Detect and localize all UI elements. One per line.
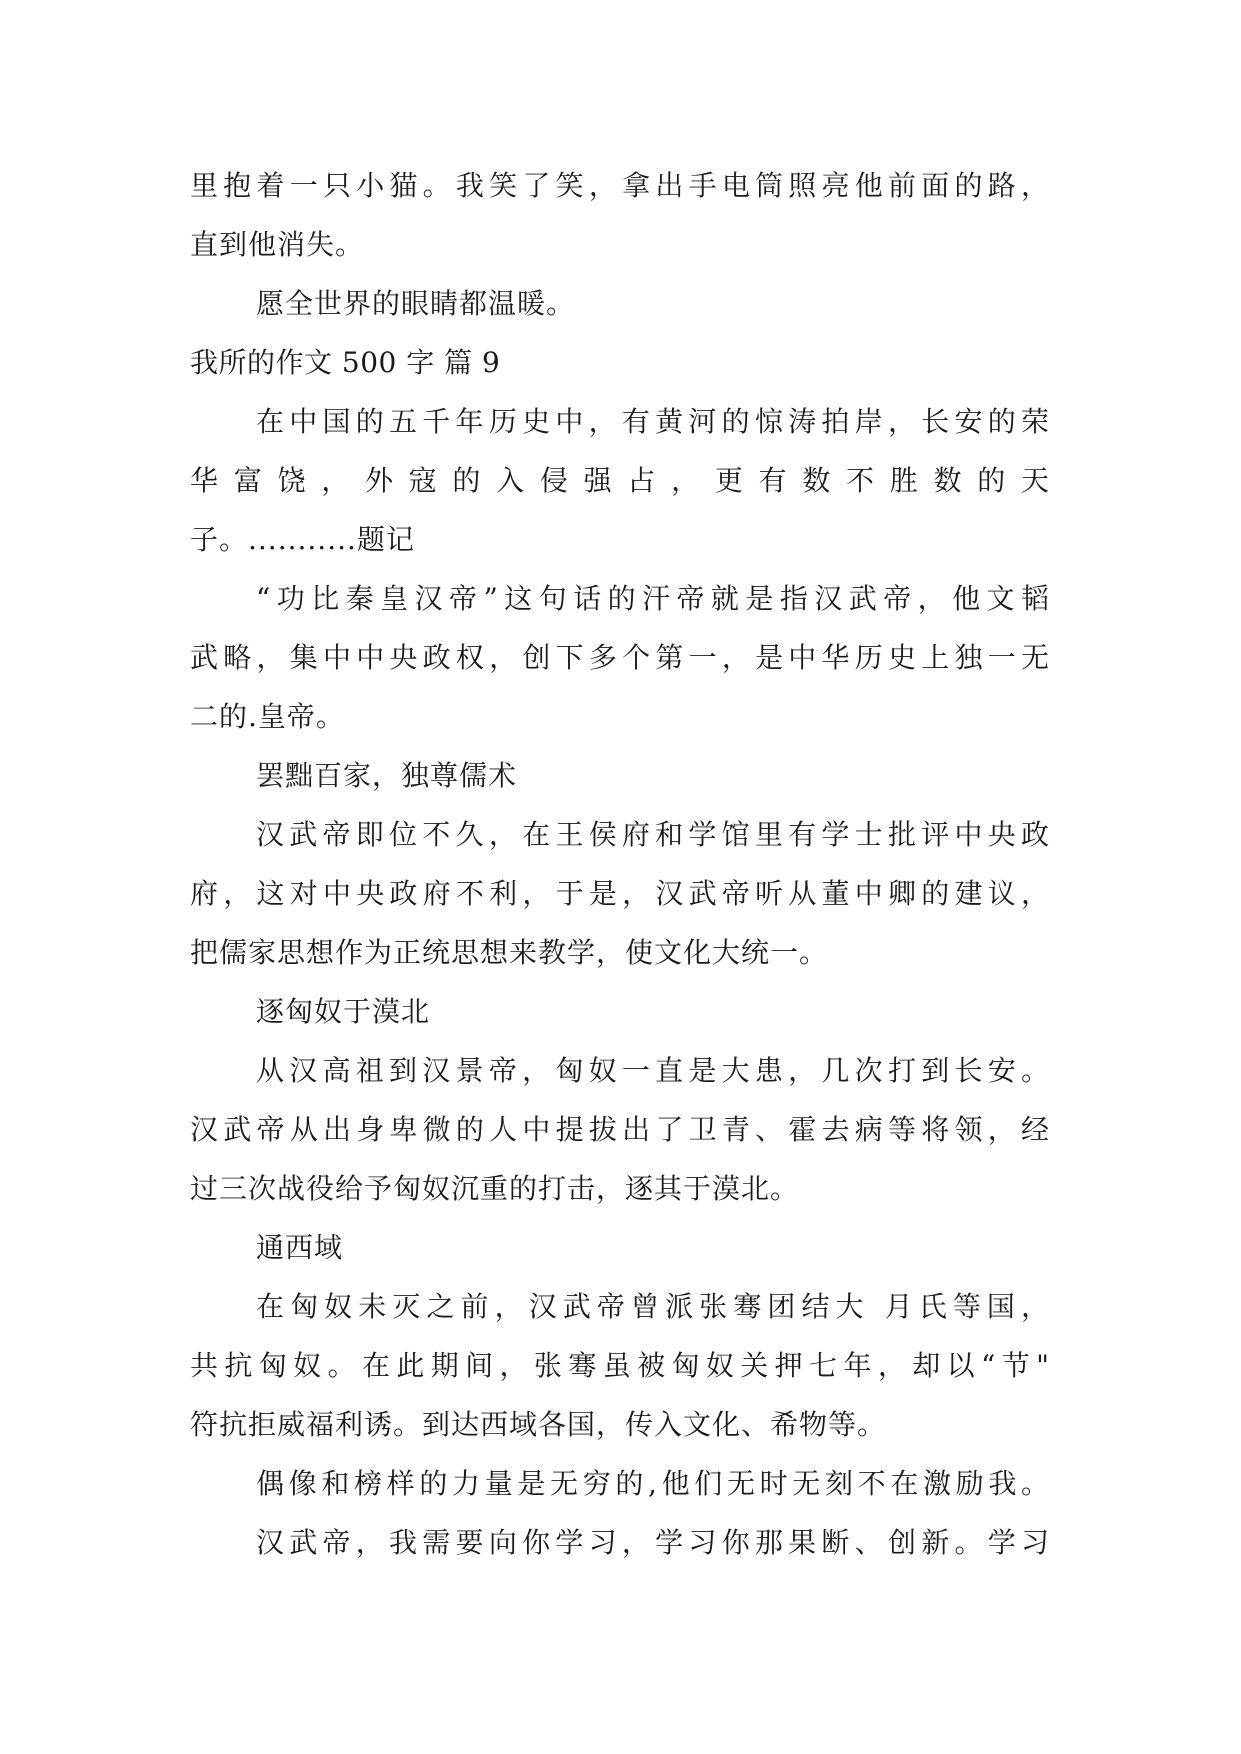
subheading-3: 通西域 bbox=[256, 1231, 344, 1264]
paragraph-line-7: 子。...........题记 bbox=[190, 523, 415, 556]
paragraph-line-24: 汉武帝，我需要向你学习，学习你那果断、创新。学习 bbox=[256, 1526, 1050, 1559]
paragraph-line-16: 从汉高祖到汉景帝，匈奴一直是大患，几次打到长安。 bbox=[256, 1054, 1050, 1087]
subheading-1: 罢黜百家，独尊儒术 bbox=[256, 759, 518, 792]
paragraph-line-5: 在中国的五千年历史中，有黄河的惊涛拍岸，长安的荣 bbox=[256, 405, 1050, 438]
paragraph-line-21: 共抗匈奴。在此期间，张骞虽被匈奴关押七年，却以“节" bbox=[190, 1349, 1050, 1382]
paragraph-line-14: 把儒家思想作为正统思想来教学，使文化大统一。 bbox=[190, 936, 829, 969]
paragraph-line-3: 愿全世界的眼睛都温暖。 bbox=[256, 287, 576, 320]
paragraph-line-23: 偶像和榜样的力量是无穷的,他们无时无刻不在激励我。 bbox=[256, 1467, 1050, 1500]
paragraph-line-8: “功比秦皇汉帝”这句话的汗帝就是指汉武帝，他文韬 bbox=[256, 582, 1050, 615]
paragraph-line-18: 过三次战役给予匈奴沉重的打击，逐其于漠北。 bbox=[190, 1172, 800, 1205]
paragraph-line-10: 二的.皇帝。 bbox=[190, 700, 345, 733]
section-heading: 我所的作文 500 字 篇 9 bbox=[190, 346, 501, 379]
paragraph-line-13: 府，这对中央政府不利，于是，汉武帝听从董中卿的建议， bbox=[190, 877, 1050, 910]
paragraph-line-17: 汉武帝从出身卑微的人中提拔出了卫青、霍去病等将领，经 bbox=[190, 1113, 1050, 1146]
subheading-2: 逐匈奴于漠北 bbox=[256, 995, 431, 1028]
paragraph-line-2: 直到他消失。 bbox=[190, 228, 365, 261]
paragraph-line-20: 在匈奴未灭之前，汉武帝曾派张骞团结大 月氏等国， bbox=[256, 1290, 1050, 1323]
paragraph-line-6: 华富饶，外寇的入侵强占，更有数不胜数的天 bbox=[190, 464, 1050, 497]
paragraph-line-22: 符抗拒威福利诱。到达西域各国，传入文化、希物等。 bbox=[190, 1408, 887, 1441]
paragraph-line-12: 汉武帝即位不久，在王侯府和学馆里有学士批评中央政 bbox=[256, 818, 1050, 851]
paragraph-line-9: 武略，集中中央政权，创下多个第一，是中华历史上独一无 bbox=[190, 641, 1050, 674]
paragraph-line-1: 里抱着一只小猫。我笑了笑，拿出手电筒照亮他前面的路， bbox=[190, 169, 1050, 202]
